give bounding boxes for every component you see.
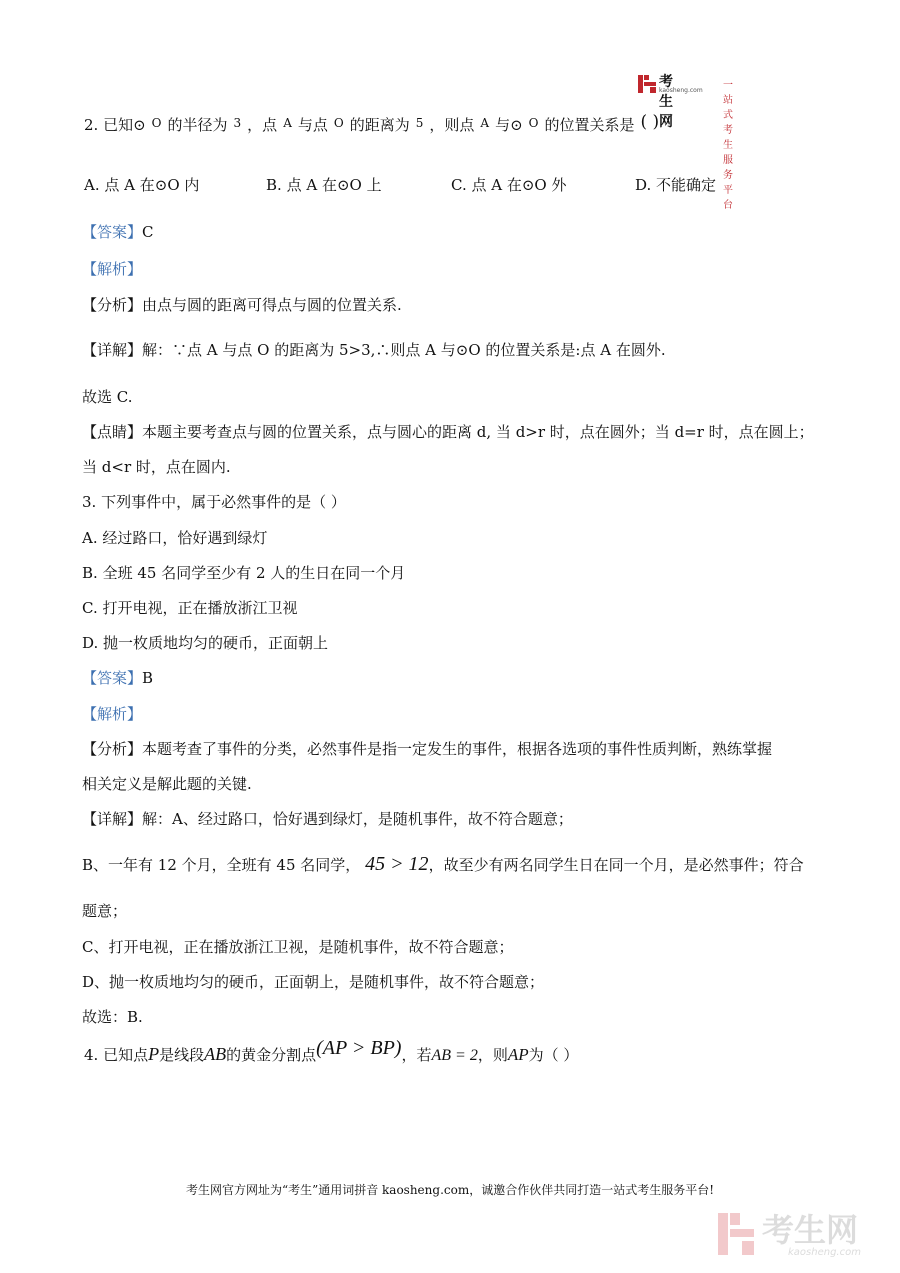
- header-domain: kaosheng.com: [659, 87, 703, 94]
- q2-stem-part: O: [528, 116, 539, 130]
- q2-stem-part: 已知⊙: [103, 116, 146, 134]
- q3-fenxi-line1: 【分析】本题考查了事件的分类，必然事件是指一定发生的事件，根据各选项的事件性质判断，熟练掌握: [82, 740, 773, 758]
- q3-math-45-gt-12: 45 > 12: [365, 853, 429, 875]
- kaosheng-logo-icon: [637, 74, 657, 94]
- watermark-domain: kaosheng.com: [788, 1247, 861, 1258]
- q3-answer: 【答案】B: [82, 669, 154, 687]
- q2-option-b: B. 点 A 在⊙O 上: [266, 176, 382, 194]
- q4-var-ap: AP: [507, 1045, 529, 1064]
- q2-stem-part: 与⊙: [495, 116, 523, 134]
- q2-stem-part: A: [480, 116, 490, 130]
- q2-option-a: A. 点 A 在⊙O 内: [84, 176, 200, 194]
- q2-answer: 【答案】C: [82, 223, 154, 241]
- q2-stem-part: 的半径为: [167, 116, 228, 134]
- q2-stem-part: 的位置关系是: [544, 116, 635, 134]
- q2-stem-part: ，则点: [429, 116, 475, 134]
- q2-analysis-tag: 【解析】: [82, 260, 143, 278]
- q3-fenxi-line2: 相关定义是解此题的关键.: [82, 775, 252, 793]
- q3-xiangjie-d: D、抛一枚质地均匀的硬币，正面朝上，是随机事件，故不符合题意；: [82, 973, 545, 991]
- q4-stem: 4. 已知点P是线段AB的黄金分割点(AP > BP)，若AB = 2，则AP为（ ）: [84, 1037, 579, 1064]
- q3-stem: 3. 下列事件中，属于必然事件的是（ ）: [82, 493, 346, 511]
- q4-given: AB = 2: [431, 1047, 478, 1064]
- header-brand: 考生网: [659, 74, 673, 130]
- q2-stem: 2. 已知⊙ $^O$ 的半径为 $^3$ ，点 $^A$ 与点 $^O$ 的距离为 $^5$ ，则点 $^A$ 与⊙ $^O$ 的位置关系是 ( ): [84, 112, 660, 134]
- header-slogan: 一站式考生服务平台: [723, 80, 734, 211]
- watermark-brand: 考生网: [762, 1211, 859, 1249]
- watermark: [716, 1205, 876, 1265]
- q2-stem-part: 5: [415, 116, 424, 130]
- q2-stem-part: ( ): [640, 112, 660, 132]
- q2-stem-part: O: [151, 116, 162, 130]
- q2-dianjing-line1: 【点睛】本题主要考查点与圆的位置关系，点与圆心的距离 d, 当 d>r 时，点在圆外；当 d=r 时，点在圆上；: [82, 423, 814, 441]
- q2-stem-text: [103, 112, 660, 134]
- q3-option-d: D. 抛一枚质地均匀的硬币，正面朝上: [82, 634, 329, 652]
- q3-xiangjie-c: C、打开电视，正在播放浙江卫视，是随机事件，故不符合题意；: [82, 938, 514, 956]
- watermark-logo-icon: [716, 1211, 756, 1257]
- q2-conclusion: 故选 C.: [82, 388, 133, 406]
- q2-stem-part: A: [283, 116, 292, 130]
- q2-xiangjie: 【详解】解：∵点 A 与点 O 的距离为 5>3,∴则点 A 与⊙O 的位置关系是:点 A 在圆外.: [82, 341, 666, 359]
- q2-stem-part: O: [333, 116, 344, 130]
- footer-text: 考生网官方网址为“考生”通用词拼音 kaosheng.com，诚邀合作伙伴共同打造一站式考生服务平台!: [185, 1183, 715, 1197]
- q3-analysis-tag: 【解析】: [82, 705, 143, 723]
- q2-stem-part: ，点: [247, 116, 278, 134]
- q3-conclusion: 故选：B.: [82, 1008, 143, 1026]
- q2-dianjing-line2: 当 d<r 时，点在圆内.: [82, 458, 231, 476]
- q3-option-c: C. 打开电视，正在播放浙江卫视: [82, 599, 298, 617]
- q3-option-a: A. 经过路口，恰好遇到绿灯: [82, 529, 268, 547]
- q2-stem-part: 的距离为: [349, 116, 410, 134]
- q2-fenxi: 【分析】由点与圆的距离可得点与圆的位置关系.: [82, 296, 402, 314]
- q3-xiangjie-b-cont: 题意；: [82, 902, 128, 920]
- q2-option-d: D. 不能确定: [635, 176, 717, 194]
- q3-option-b: B. 全班 45 名同学至少有 2 人的生日在同一个月: [82, 564, 406, 582]
- q2-option-c: C. 点 A 在⊙O 外: [451, 176, 567, 194]
- q4-var-p: P: [148, 1044, 160, 1064]
- q3-xiangjie-b: B、一年有 12 个月，全班有 45 名同学， 45 > 12，故至少有两名同学生日在同一个月，是必然事件；符合: [82, 853, 804, 875]
- q4-var-ab: AB: [204, 1044, 227, 1064]
- q4-condition: (AP > BP): [316, 1037, 402, 1059]
- q2-stem-part: 与点: [297, 116, 328, 134]
- q2-stem-part: 3: [233, 116, 242, 130]
- q3-xiangjie-a: 【详解】解：A、经过路口，恰好遇到绿灯，是随机事件，故不符合题意；: [82, 810, 573, 828]
